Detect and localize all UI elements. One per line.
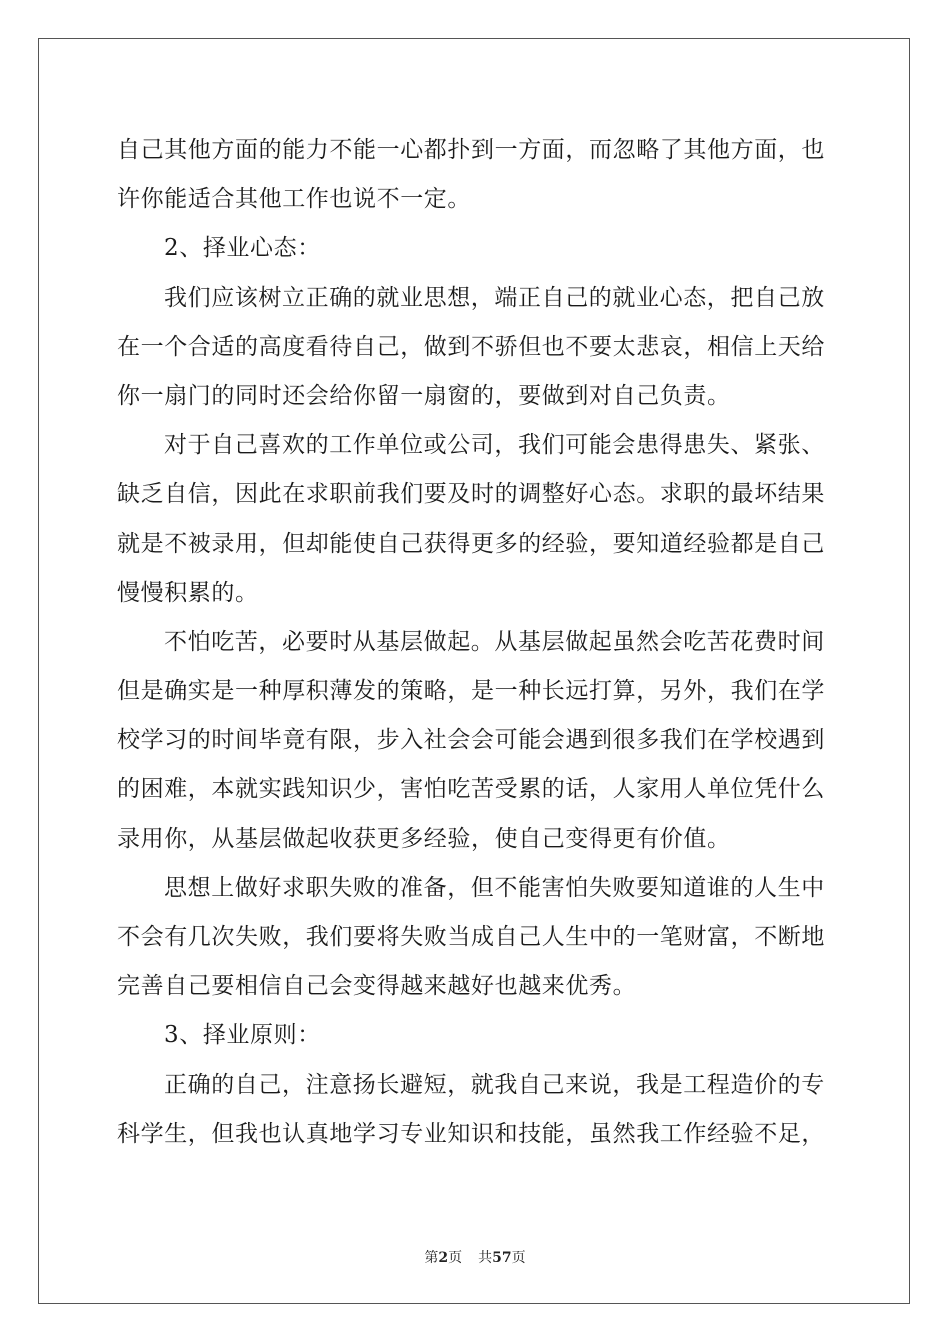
text-line: 不会有几次失败，我们要将失败当成自己人生中的一笔财富，不断地 [117,924,825,950]
text-line: 在一个合适的高度看待自己，做到不骄但也不要太悲哀，相信上天给 [117,333,825,360]
text-line: 我们应该树立正确的就业思想，端正自己的就业心态，把自己放 [164,284,825,311]
document-body [117,126,833,1159]
text-line: 3、择业原则： [164,1022,321,1049]
page-number: 2 [438,1250,449,1266]
text-line: 对于自己喜欢的工作单位或公司，我们可能会患得患失、紧张、 [164,432,825,459]
text-line: 不怕吃苦，必要时从基层做起。从基层做起虽然会吃苦花费时间 [164,628,825,655]
text-line: 思想上做好求职失败的准备，但不能害怕失败要知道谁的人生中 [164,874,825,901]
text-line: 的困难，本就实践知识少，害怕吃苦受累的话，人家用人单位凭什么 [117,776,825,803]
text-line: 2、择业心态： [164,235,321,262]
text-line: 科学生，但我也认真地学习专业知识和技能，虽然我工作经验不足， [117,1120,825,1147]
text-line: 校学习的时间毕竟有限，步入社会会可能会遇到很多我们在学校遇到 [117,727,825,754]
text-line: 慢慢积累的。 [117,579,259,606]
text-line: 录用你，从基层做起收获更多经验，使自己变得更有价值。 [117,825,731,852]
text-line: 完善自己要相信自己会变得越来越好也越来优秀。 [117,973,637,1000]
text-line: 许你能适合其他工作也说不一定。 [117,186,471,213]
text-line: 正确的自己，注意扬长避短，就我自己来说，我是工程造价的专 [164,1071,825,1098]
total-pages: 57 [492,1250,512,1266]
page-prefix: 第 [424,1250,439,1266]
total-suffix: 页 [511,1250,526,1266]
total-prefix: 共 [478,1250,493,1266]
text-line: 缺乏自信，因此在求职前我们要及时的调整好心态。求职的最坏结果 [117,481,825,508]
text-line: 你一扇门的同时还会给你留一扇窗的，要做到对自己负责。 [117,382,731,409]
page-suffix: 页 [448,1250,463,1266]
text-line: 自己其他方面的能力不能一心都扑到一方面，而忽略了其他方面，也 [117,137,825,163]
page-footer [0,1248,950,1268]
text-line: 就是不被录用，但却能使自己获得更多的经验，要知道经验都是自己 [117,530,825,557]
text-line: 但是确实是一种厚积薄发的策略，是一种长远打算，另外，我们在学 [117,678,825,705]
